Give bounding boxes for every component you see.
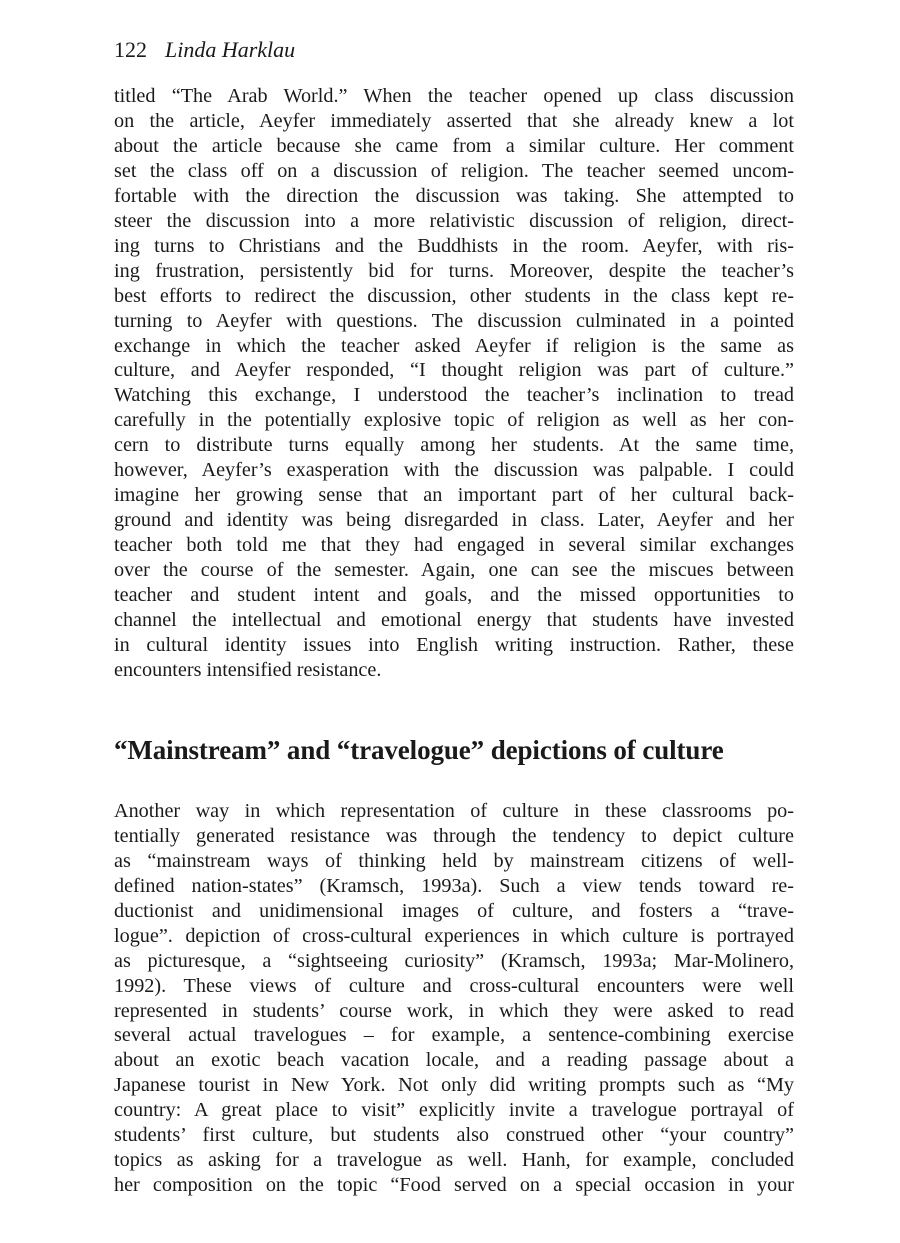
text-line: several actual travelogues – for example, a sentence-combining exercise [114,1024,794,1047]
text-line: country: A great place to visit” explicitly invite a travelogue portrayal of [114,1099,794,1122]
text-line: teacher both told me that they had engaged in several similar exchanges [114,534,794,557]
text-line: logue”. depiction of cross-cultural experiences in which culture is portrayed [114,924,794,947]
text-line: represented in students’ course work, in which they were asked to read [114,999,794,1022]
page-number: 122 [114,37,147,62]
text-line: steer the discussion into a more relativistic discussion of religion, direct- [114,209,794,232]
text-line: fortable with the direction the discussion was taking. She attempted to [114,184,794,207]
text-line: ductionist and unidimensional images of culture, and fosters a “trave- [114,899,794,922]
text-line: carefully in the potentially explosive topic of religion as well as her con- [114,409,794,432]
text-line: her composition on the topic “Food served on a special occasion in your [114,1174,794,1197]
text-line: however, Aeyfer’s exasperation with the discussion was palpable. I could [114,459,794,482]
text-line: titled “The Arab World.” When the teacher opened up class discussion [114,85,794,107]
text-line: topics as asking for a travelogue as well. Hanh, for example, concluded [114,1149,794,1172]
text-line: exchange in which the teacher asked Aeyfer if religion is the same as [114,334,794,357]
text-line: about an exotic beach vacation locale, and a reading passage about a [114,1049,794,1072]
text-line: on the article, Aeyfer immediately asserted that she already knew a lot [114,109,794,132]
text-line: channel the intellectual and emotional energy that students have invested [114,609,794,632]
text-line: ing frustration, persistently bid for turns. Moreover, despite the teacher’s [114,259,794,282]
text-line: in cultural identity issues into English writing instruction. Rather, these [114,633,794,656]
text-line: Japanese tourist in New York. Not only did writing prompts such as “My [114,1074,794,1097]
text-line: about the article because she came from a similar culture. Her comment [114,134,794,157]
body-paragraph-1 [114,84,794,683]
text-line: students’ first culture, but students also construed other “your country” [114,1124,794,1147]
text-line: best efforts to redirect the discussion, other students in the class kept re- [114,284,794,307]
text-line: over the course of the semester. Again, one can see the miscues between [114,559,794,582]
text-line: Another way in which representation of culture in these classrooms po- [114,799,794,822]
text-line: ground and identity was being disregarded in class. Later, Aeyfer and her [114,509,794,532]
text-line: as picturesque, a “sightseeing curiosity” (Kramsch, 1993a; Mar-Molinero, [114,949,794,972]
text-line: culture, and Aeyfer responded, “I thought religion was part of culture.” [114,359,794,382]
running-head-author: Linda Harklau [165,37,296,62]
book-page [114,36,794,1198]
text-line: ing turns to Christians and the Buddhists in the room. Aeyfer, with ris- [114,234,794,257]
text-line: encounters intensified resistance. [114,658,382,681]
text-line: turning to Aeyfer with questions. The discussion culminated in a pointed [114,309,794,332]
text-line: imagine her growing sense that an important part of her cultural back- [114,484,794,507]
text-line: 1992). These views of culture and cross-cultural encounters were well [114,974,794,997]
text-line: set the class off on a discussion of religion. The teacher seemed uncom- [114,159,794,182]
text-line: as “mainstream ways of thinking held by mainstream citizens of well- [114,849,794,872]
text-line: tentially generated resistance was through the tendency to depict culture [114,824,794,847]
text-line: teacher and student intent and goals, and the missed opportunities to [114,584,794,607]
running-head [114,36,794,64]
text-line: cern to distribute turns equally among her students. At the same time, [114,434,794,457]
section-heading: “Mainstream” and “travelogue” depictions of culture [114,734,724,765]
body-paragraph-2 [114,799,794,1198]
text-line: defined nation-states” (Kramsch, 1993a). Such a view tends toward re- [114,874,794,897]
text-line: Watching this exchange, I understood the teacher’s inclination to tread [114,384,794,407]
